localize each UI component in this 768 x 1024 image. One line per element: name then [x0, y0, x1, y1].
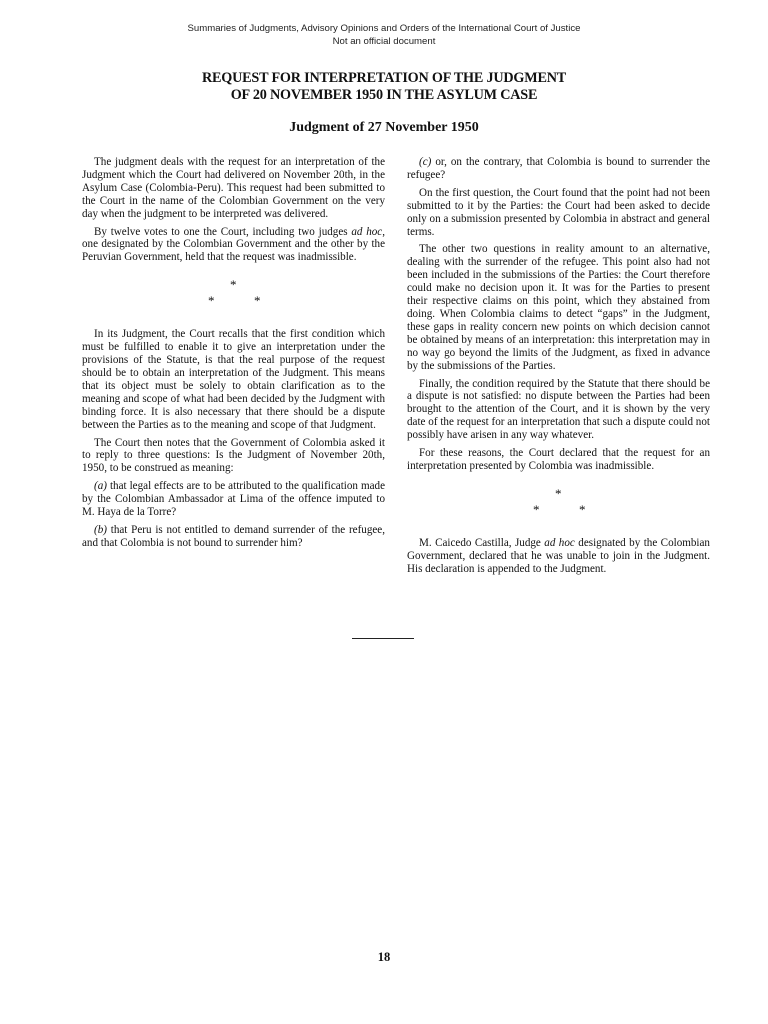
- page-header: [0, 22, 768, 48]
- question-a-label: (a): [94, 480, 107, 493]
- paragraph-questions: The Court then notes that the Government of Colombia asked it to reply to three questions: Is the Judgment of November 20th, 1950, to be construed as meaning:: [82, 436, 385, 475]
- section-separator: [82, 278, 385, 308]
- question-b-text: that Peru is not entitled to demand surrender of the refugee, and that Colombia is not bound to surrender him?: [82, 523, 385, 549]
- paragraph-conditions: In its Judgment, the Court recalls that the first condition which must be fulfilled to enable it to give an interpretation under the provisions of the Statute, is that the real purpose of the request should be to obtain an interpretation of the Judgment. This means that its object must be solely to obtain clarification as to the meaning and scope of what had been decided by the Judgment with binding force. It is also necessary that there should be a dispute between the Parties as to the meaning and scope of that Judgment.: [82, 328, 385, 431]
- header-disclaimer-line: Not an official document: [332, 36, 436, 47]
- page-number: 18: [377, 950, 391, 964]
- section-separator: [407, 487, 710, 517]
- separator-asterisk: *: [254, 293, 261, 309]
- end-rule: [352, 638, 414, 639]
- question-a: [82, 480, 385, 519]
- separator-asterisk: *: [579, 501, 586, 517]
- question-b: [82, 524, 385, 550]
- separator-asterisk: *: [208, 293, 215, 309]
- title-line-1: REQUEST FOR INTERPRETATION OF THE JUDGMENT: [201, 70, 567, 86]
- vote-text-end: , one designated by the Colombian Government and the other by the Peruvian Government, held that the request was inadmissible.: [82, 225, 386, 264]
- header-source-line: Summaries of Judgments, Advisory Opinions and Orders of the International Court of Justice: [187, 23, 581, 34]
- paragraph-dispute-condition: Finally, the condition required by the Statute that there should be a dispute is not satisfied: no dispute between the Parties had been brought to the attention of the Court, and it is shown by the very date of the request for an interpretation that such a dispute could not possibly have arisen in any way whatever.: [407, 377, 710, 442]
- paragraph-first-question: On the first question, the Court found that the point had not been submitted to it by the Parties: the Court had been asked to decide only on a submission presented by Colombia in abstract and general terms.: [407, 186, 710, 238]
- separator-asterisk: *: [533, 501, 540, 517]
- left-column: [82, 156, 385, 555]
- paragraph-other-questions: The other two questions in reality amount to an alternative, dealing with the surrender of the refugee. This point also had not been included in the submissions of the Parties: the Court therefore could make no decision upon it. It was for the Parties to present their respective claims on this point, which they abstained from doing. When Colombia claims to detect “gaps” in the Judgment, these gaps in reality concern new points on which decision cannot be obtained by means of an interpretation: this interpretation may in no way go beyond the limits of the Judgment, as fixed in advance by the submissions of the Parties.: [407, 243, 710, 372]
- ad-hoc-term: ad hoc: [351, 225, 383, 238]
- question-c-text: or, on the contrary, that Colombia is bound to surrender the refugee?: [407, 156, 711, 181]
- right-column: [407, 156, 710, 581]
- question-a-text: that legal effects are to be attributed to the qualification made by the Colombian Ambassador at Lima of the offence imputed to M. Haya de la Torre?: [82, 480, 385, 519]
- title-line-2: OF 20 NOVEMBER 1950 IN THE ASYLUM CASE: [230, 87, 538, 103]
- ad-hoc-term: ad hoc: [544, 536, 575, 549]
- judgment-date-heading: Judgment of 27 November 1950: [289, 120, 479, 135]
- question-c-label: (c): [419, 156, 432, 168]
- document-title: [140, 70, 628, 104]
- separator-asterisk: *: [555, 485, 562, 501]
- vote-text-start: By twelve votes to one the Court, including two judges: [94, 225, 352, 238]
- paragraph-declaration: [407, 537, 710, 576]
- declaration-text-end: designated by the Colombian Government, declared that he was unable to join in the Judgment. His declaration is appended to the Judgment.: [407, 536, 710, 575]
- paragraph-intro: The judgment deals with the request for an interpretation of the Judgment which the Court had delivered on November 20th, in the Asylum Case (Colombia-Peru). This request had been submitted to the Court in the name of the Colombian Government on the very day when the judgment to be interpreted was delivered.: [82, 156, 385, 220]
- paragraph-conclusion: For these reasons, the Court declared that the request for an interpretation presented by Colombia was inadmissible.: [407, 447, 710, 472]
- question-b-label: (b): [94, 523, 107, 536]
- question-c: [407, 156, 710, 182]
- separator-asterisk: *: [230, 277, 237, 293]
- declaration-text-start: M. Caicedo Castilla, Judge: [419, 536, 545, 549]
- paragraph-vote: [82, 226, 385, 265]
